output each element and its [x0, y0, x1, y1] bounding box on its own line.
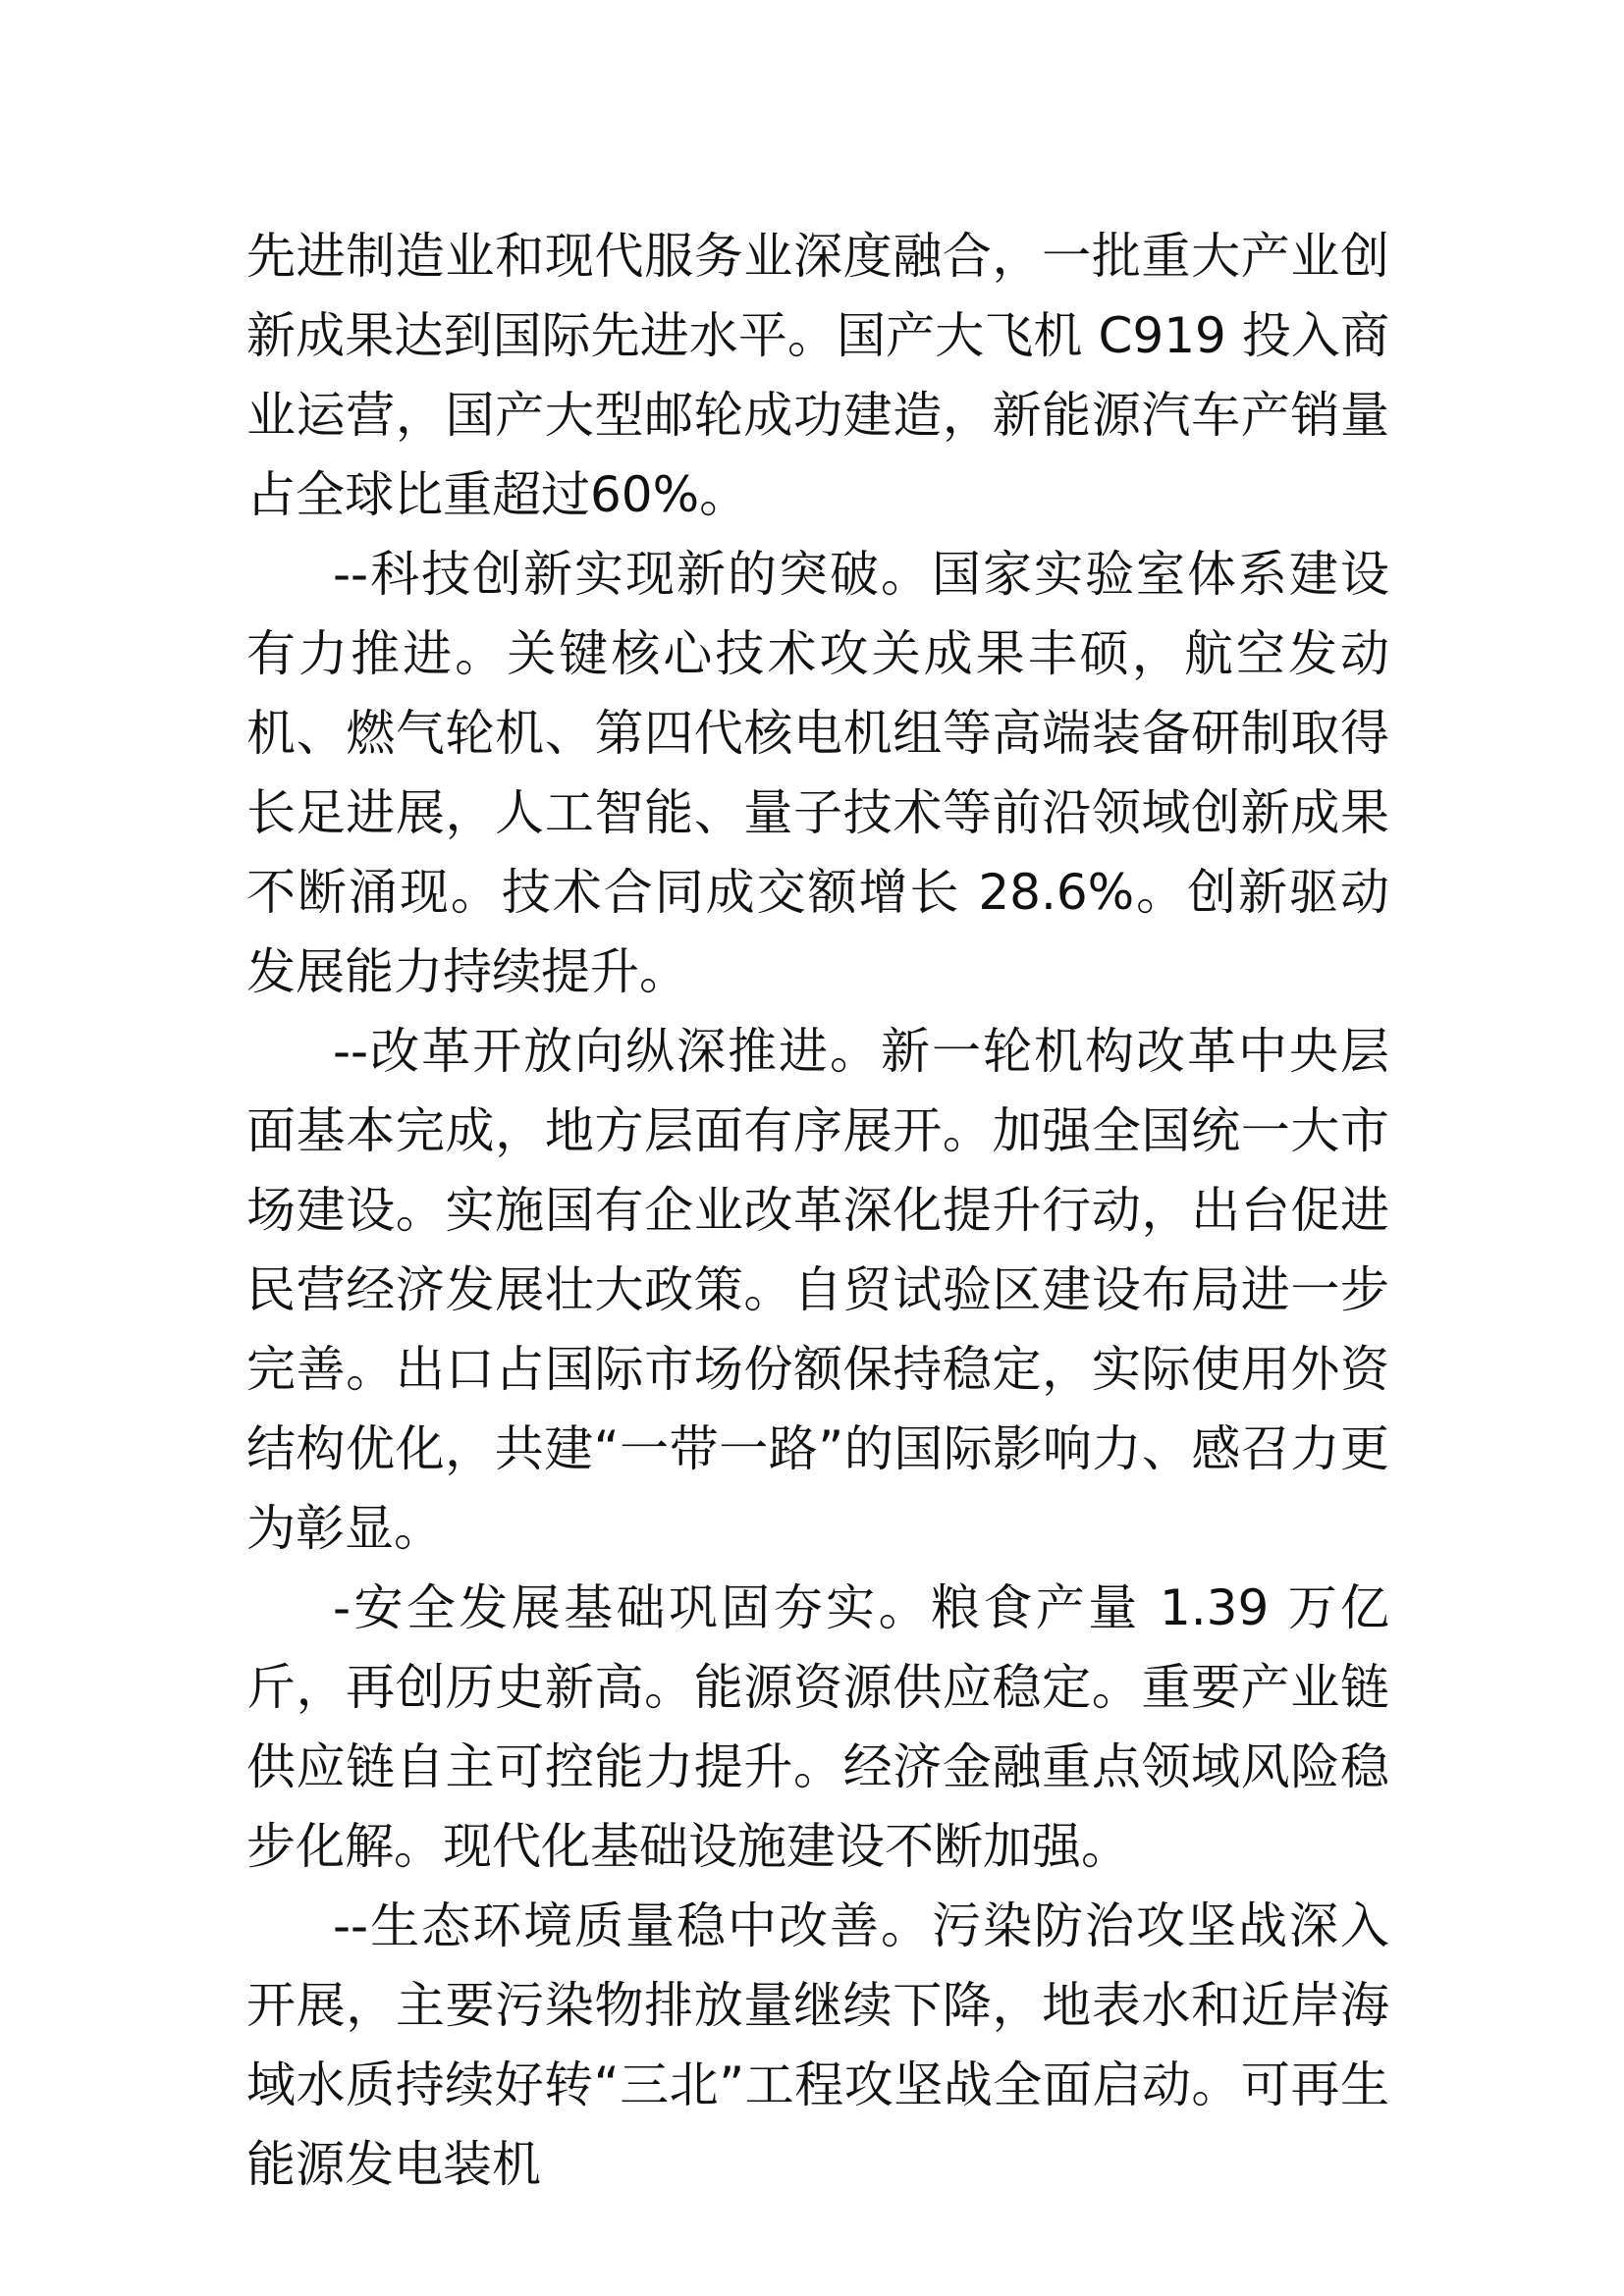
body-text — [246, 217, 1389, 2205]
paragraph-security-development: -安全发展基础巩固夯实。粮食产量 1.39 万亿斤，再创历史新高。能源资源供应稳定。重要产业链供应链自主可控能力提升。经济金融重点领域风险稳步化解。现代化基础设施建设不断加强。 — [246, 1579, 1389, 1875]
paragraph-ecology: --生态环境质量稳中改善。污染防治攻坚战深入开展，主要污染物排放量继续下降，地表水和近岸海域水质持续好转“三北”工程攻坚战全面启动。可再生能源发电装机 — [246, 1897, 1389, 2193]
paragraph-reform-opening: --改革开放向纵深推进。新一轮机构改革中央层面基本完成，地方层面有序展开。加强全国统一大市场建设。实施国有企业改革深化提升行动，出台促进民营经济发展壮大政策。自贸试验区建设布局进一步完善。出口占国际市场份额保持稳定，实际使用外资结构优化，共建“一带一路”的国际影响力、感召力更为彰显。 — [246, 1023, 1389, 1557]
paragraph-manufacturing-continuation: 先进制造业和现代服务业深度融合，一批重大产业创新成果达到国际先进水平。国产大飞机 C919 投入商业运营，国产大型邮轮成功建造，新能源汽车产销量占全球比重超过60%。 — [246, 228, 1389, 523]
paragraph-tech-innovation: --科技创新实现新的突破。国家实验室体系建设有力推进。关键核心技术攻关成果丰硕，航空发动机、燃气轮机、第四代核电机组等高端装备研制取得长足进展，人工智能、量子技术等前沿领域创新成果不断涌现。技术合同成交额增长 28.6%。创新驱动发展能力持续提升。 — [246, 546, 1389, 1000]
